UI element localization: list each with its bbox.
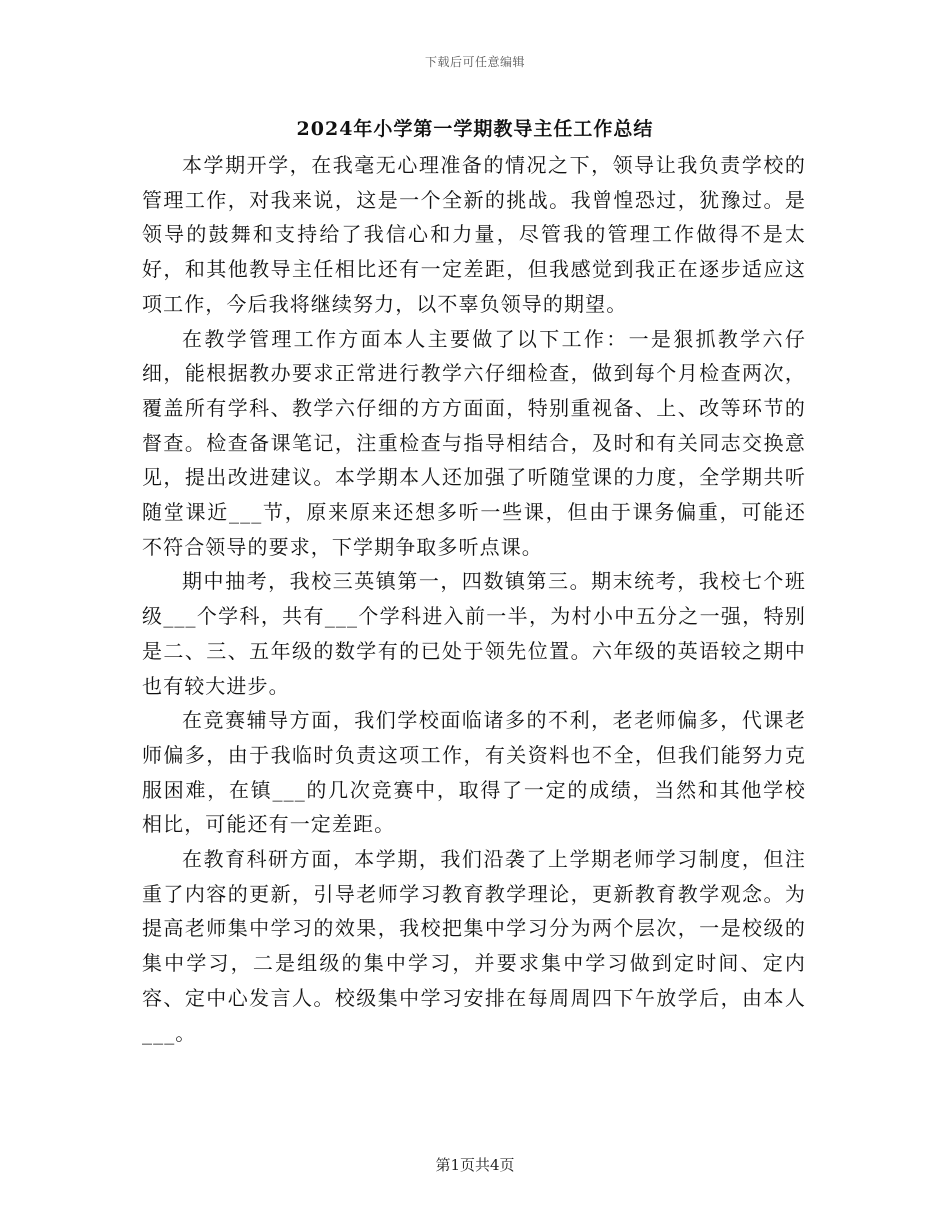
paragraph-intro: 本学期开学，在我毫无心理准备的情况之下，领导让我负责学校的管理工作，对我来说，这是一个全新的挑战。我曾惶恐过，犹豫过。是领导的鼓舞和支持给了我信心和力量，尽管我的管理工作做得不是太好，和其他教导主任相比还有一定差距，但我感觉到我正在逐步适应这项工作，今后我将继续努力，以不辜负领导的期望。 <box>142 153 806 316</box>
document-body <box>142 148 806 1050</box>
paragraph-teaching-management: 在教学管理工作方面本人主要做了以下工作：一是狠抓教学六仔细，能根据教办要求正常进行教学六仔细检查，做到每个月检查两次，覆盖所有学科、教学六仔细的方方面面，特别重视备、上、改等环节的督查。检查备课笔记，注重检查与指导相结合，及时和有关同志交换意见，提出改进建议。本学期本人还加强了听随堂课的力度，全学期共听随堂课近___节，原来原来还想多听一些课，但由于课务偏重，可能还不符合领导的要求，下学期争取多听点课。 <box>142 326 806 559</box>
document-title: 2024年小学第一学期教导主任工作总结 <box>296 118 654 140</box>
page-header-note: 下载后可任意编辑 <box>424 55 525 69</box>
paragraph-exam-results: 期中抽考，我校三英镇第一，四数镇第三。期末统考，我校七个班级___个学科，共有___个学科进入前一半，为村小中五分之一强，特别是二、三、五年级的数学有的已处于领先位置。六年级的英语较之期中也有较大进步。 <box>142 569 806 698</box>
paragraph-competition-coaching: 在竞赛辅导方面，我们学校面临诸多的不利，老老师偏多，代课老师偏多，由于我临时负责这项工作，有关资料也不全，但我们能努力克服困难，在镇___的几次竞赛中，取得了一定的成绩，当然和其他学校相比，可能还有一定差距。 <box>142 708 806 837</box>
paragraph-education-research: 在教育科研方面，本学期，我们沿袭了上学期老师学习制度，但注重了内容的更新，引导老师学习教育教学理论，更新教育教学观念。为提高老师集中学习的效果，我校把集中学习分为两个层次，一是校级的集中学习，二是组级的集中学习，并要求集中学习做到定时间、定内容、定中心发言人。校级集中学习安排在每周周四下午放学后，由本人___。 <box>142 847 806 1045</box>
page-footer-number: 第1页共4页 <box>435 1156 515 1174</box>
